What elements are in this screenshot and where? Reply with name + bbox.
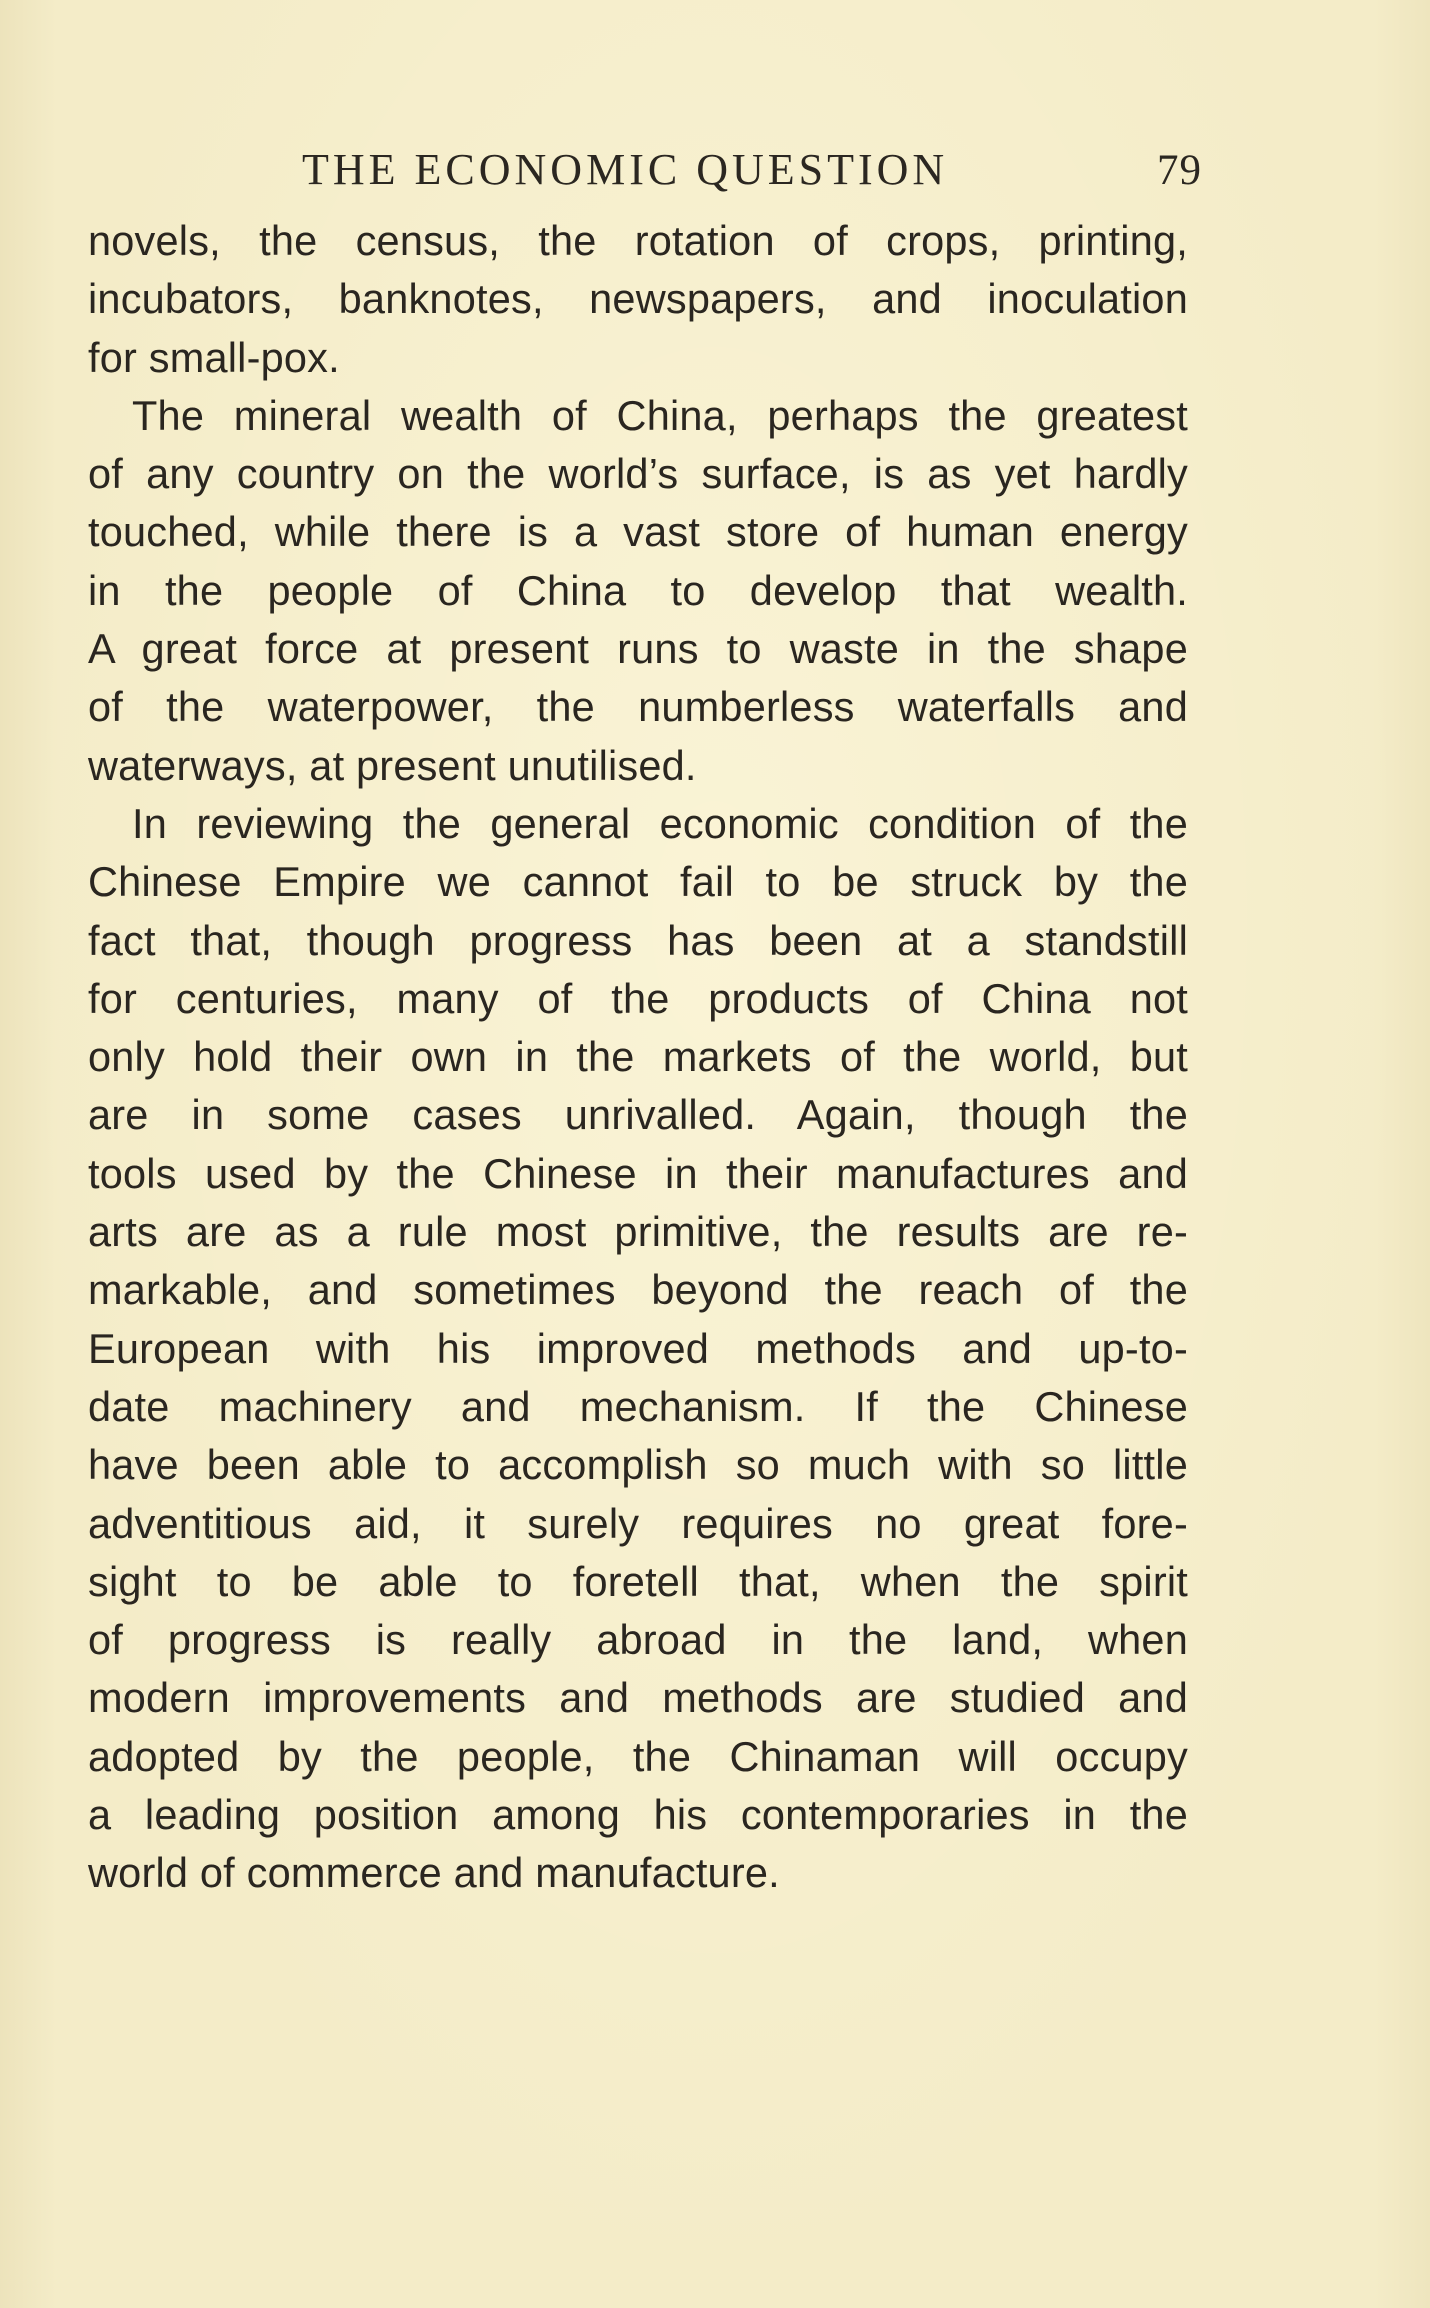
text-line: modern improvements and methods are studied and — [88, 1674, 1188, 1722]
paragraph — [88, 795, 1188, 1903]
text-line: A great force at present runs to waste in the shape — [88, 625, 1188, 673]
text-line: of progress is really abroad in the land, when — [88, 1616, 1188, 1664]
paragraph — [88, 387, 1188, 795]
running-title: THE ECONOMIC QUESTION — [302, 145, 949, 194]
text-line: for centuries, many of the products of China not — [88, 974, 1188, 1022]
text-line: are in some cases unrivalled. Again, though the — [88, 1091, 1188, 1139]
text-line: touched, while there is a vast store of human energy — [88, 508, 1188, 556]
text-line: waterways, at present unutilised. — [88, 741, 697, 789]
text-line: Chinese Empire we cannot fail to be struck by the — [88, 858, 1188, 906]
text-line: a leading position among his contemporaries in the — [88, 1791, 1188, 1839]
text-line: adventitious aid, it surely requires no great fore- — [88, 1499, 1188, 1547]
text-line: fact that, though progress has been at a standstill — [88, 916, 1188, 964]
text-line: The mineral wealth of China, perhaps the greatest — [132, 391, 1188, 439]
text-line: arts are as a rule most primitive, the results are re- — [88, 1208, 1188, 1256]
text-line: sight to be able to foretell that, when the spirit — [88, 1557, 1188, 1605]
paragraph — [88, 212, 1188, 387]
running-head — [88, 140, 1202, 210]
page-number: 79 — [1157, 147, 1202, 194]
text-line: European with his improved methods and up-to- — [88, 1324, 1188, 1372]
text-line: for small-pox. — [88, 333, 340, 381]
text-line: adopted by the people, the Chinaman will occupy — [88, 1732, 1188, 1780]
text-line: of the waterpower, the numberless waterfalls and — [88, 683, 1188, 731]
text-line: world of commerce and manufacture. — [88, 1849, 780, 1897]
text-line: only hold their own in the markets of the world, but — [88, 1033, 1188, 1081]
text-line: novels, the census, the rotation of crops, printing, — [88, 217, 1188, 264]
text-line: in the people of China to develop that wealth. — [88, 566, 1188, 614]
text-line: incubators, banknotes, newspapers, and inoculation — [88, 275, 1188, 323]
text-line: tools used by the Chinese in their manufactures and — [88, 1149, 1188, 1197]
text-line: date machinery and mechanism. If the Chinese — [88, 1382, 1188, 1430]
text-line: markable, and sometimes beyond the reach of the — [88, 1266, 1188, 1314]
body-text — [88, 212, 1188, 1903]
text-line: have been able to accomplish so much with so little — [88, 1441, 1188, 1489]
text-line: of any country on the world’s surface, is as yet hardly — [88, 450, 1188, 498]
book-page — [88, 140, 1202, 2200]
text-line: In reviewing the general economic condition of the — [132, 799, 1188, 847]
